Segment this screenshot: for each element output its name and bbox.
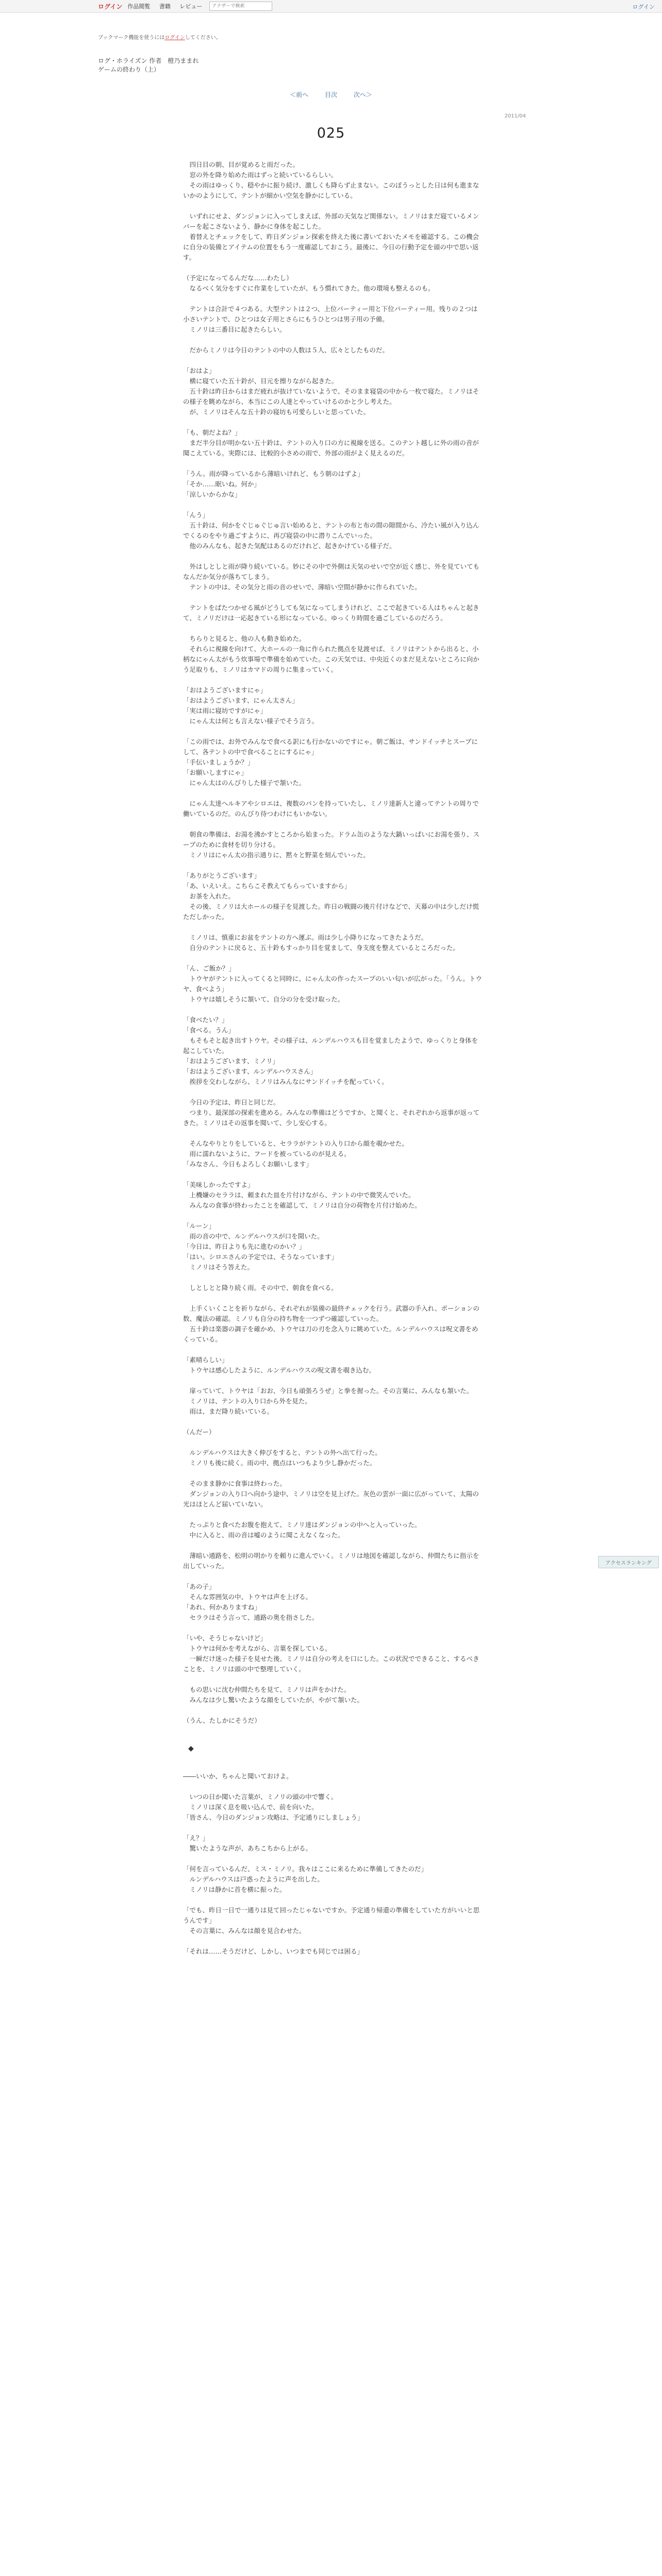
body-paragraph: 「ルーン」 雨の音の中で、ルンデルハウスが口を開いた。 「今日は、昨日よりも先に進むのかい？」 「はい。シロエさんの予定では、そうなっています」 ミノリはそう答えた。 bbox=[183, 1222, 338, 1271]
index-link[interactable]: 目次 bbox=[324, 91, 337, 98]
body-paragraph: そんなやりとりをしていると、セララがテントの入り口から顔を覗かせた。 雨に濡れないように、フードを被っているのが見える。 「みなさん、今日もよろしくお願いします」 bbox=[183, 1140, 408, 1168]
body-paragraph: （んだー） bbox=[183, 1428, 216, 1436]
top-bar bbox=[0, 0, 662, 13]
body-paragraph: 上手くいくことを祈りながら、それぞれが装備の最終チェックを行う。武器の手入れ、ポーションの数、魔法の確認。ミノリも自分の持ち物を一つずつ確認していった。 五十鈴は楽器の調子を確かめ、トウヤは刀の刃を念入りに眺めていた。ルンデルハウスは呪文書をめくっている。 bbox=[183, 1304, 479, 1343]
body-paragraph: 「ん、ご飯か？」 トウヤがテントに入ってくると同時に、にゃん太の作ったスープのいい匂いが広がった。「うん。トウヤ、食べよう」 トウヤは嬉しそうに頷いて、自分の分を受け取った。 bbox=[183, 964, 482, 1003]
body-paragraph: テントは合計で４つある。大型テントは２つ、上位パーティー用と下位パーティー用。残りの２つは小さいテントで、ひとつは女子用とさらにもうひとつは男子用の予備。 ミノリは三番目に起きたらしい。 bbox=[183, 305, 478, 333]
body-paragraph: ――いいか、ちゃんと聞いておけよ。 bbox=[183, 1772, 293, 1780]
body-paragraph: 「おはようございますにゃ」 「おはようございます、にゃん太さん」 「実は雨に寝坊ですがにゃ」 にゃん太は何とも言えない様子でそう言う。 bbox=[183, 686, 319, 725]
series-author[interactable]: ログ・ホライズン 作者 橙乃ままれ bbox=[98, 57, 199, 64]
body-paragraph: ちらりと見ると、他の人も動き始めた。 それらに視線を向けて、大ホールの一角に作られた拠点を見渡せば、ミノリはテントから出ると、小柄なにゃん太がもう炊事場で準備を始めていた。この天気では、中央近くのまだ見えないところに向かう足取りも、ミノリはカマドの周りに集まっていく。 bbox=[183, 635, 479, 673]
body-paragraph: 「食べたい？」 「食べる。うん」 もそもそと起き出すトウヤ。その様子は、ルンデルハウスも目を覚ましたようで、ゆっくりと身体を起こしていた。 「おはようございます、ミノリ」 「おはようございます、ルンデルハウスさん」 挨拶を交わしながら、ミノリはみんなにサンドイッチを配っていく。 bbox=[183, 1016, 478, 1086]
body-paragraph: （予定になってるんだな……わたし） なるべく気分をすぐに作業をしていたが、もう慣れてきた。他の環境も整えるのも。 bbox=[183, 274, 435, 292]
user-login-link[interactable]: ログイン bbox=[632, 4, 655, 10]
body-paragraph: 「あの子」 そんな雰囲気の中、トウヤは声を上げる。 「あれ、何かありますね」 セララはそう言って、通路の奥を指さした。 bbox=[183, 1583, 319, 1621]
section-separator: ◆ bbox=[188, 1744, 194, 1753]
chapter-body bbox=[183, 160, 482, 1967]
main-nav bbox=[127, 2, 209, 10]
series-info bbox=[98, 57, 198, 74]
body-paragraph: いずれにせよ、ダンジョンに入ってしまえば、外部の天気など関係ない。ミノリはまだ寝ているメンバーを起こさないよう、静かに身体を起こした。 着替えとチェックをして、昨日ダンジョン探索を終えた後に書いておいたメモを確認する。この機会に自分の装備とアイテムの位置をもう一度確認しておこう。最後に、今日の行動予定を頭の中で思い返す。 bbox=[183, 212, 479, 261]
body-paragraph: もの思いに沈む仲間たちを見て、ミノリは声をかけた。 みんなは少し驚いたような顔をしていたが、やがて頷いた。 bbox=[189, 1686, 364, 1704]
chapter-title: 025 bbox=[317, 125, 345, 141]
nav-reviews[interactable]: レビュー bbox=[179, 3, 203, 10]
body-paragraph: 「美味しかったですよ」 上機嫌のセララは、頼まれた皿を片付けながら、テントの中で微笑んでいた。 みんなの食事が終わったことを確認して、ミノリは自分の荷物を片付け始めた。 bbox=[183, 1181, 421, 1209]
body-paragraph: ミノリは、慎重にお盆をテントの方へ運ぶ。雨は少し小降りになってきたようだ。 自分のテントに戻ると、五十鈴もすっかり目を覚まして、身支度を整えているところだった。 bbox=[189, 934, 459, 952]
body-paragraph: ルンデルハウスは大きく伸びをすると、テントの外へ出て行った。 ミノリも後に続く。雨の中、拠点はいつもより少し静かだった。 bbox=[189, 1449, 382, 1467]
body-paragraph: いつの日か聞いた言葉が、ミノリの頭の中で響く。 ミノリは深く息を吸い込んで、前を向いた。 「皆さん、今日のダンジョン攻略は、予定通りにしましょう」 bbox=[183, 1793, 364, 1821]
body-paragraph: 「んう」 五十鈴は、何かをぐじゅぐじゅ言い始めると、テントの布と布の間の隙間から、冷たい風が入り込んでくるのをやり過ごすように、再び寝袋の中に潜りこんでいった。 他のみんなも、起きた気配はあるのだけれど、起きかけている様子だ。 bbox=[183, 511, 479, 550]
body-paragraph: 「え？」 驚いたような声が、あちこちから上がる。 bbox=[183, 1834, 312, 1852]
notice-login-link[interactable]: ログイン bbox=[164, 35, 185, 41]
body-paragraph: 「何を言っているんだ、ミス・ミノリ。我々はここに来るために準備してきたのだ」 ルンデルハウスは戸惑ったように声を出した。 ミノリは静かに首を横に振った。 bbox=[183, 1865, 427, 1893]
prev-link[interactable]: ＜前へ bbox=[290, 91, 309, 98]
body-paragraph: テントをばたつかせる風がどうしても気になってしまうけれど、ここで起きている人はちゃんと起きて、ミノリだけは一応起きている形になっている。ゆっくり時間を過ごしているのだろう。 bbox=[183, 604, 479, 622]
body-paragraph: そのまま静かに食事は終わった。 ダンジョンの入り口へ向かう途中、ミノリは空を見上げた。灰色の雲が一面に広がっていて、太陽の光はほとんど届いていない。 bbox=[183, 1480, 479, 1508]
login-logo[interactable]: ログイン bbox=[98, 3, 123, 10]
body-paragraph: 「でも、昨日一日で一通りは見て回ったじゃないですか。予定通り帰還の準備をしていた方がいいと思うんです」 その言葉に、みんなは顔を見合わせた。 bbox=[183, 1906, 480, 1935]
body-paragraph: （うん、たしかにそうだ） bbox=[183, 1717, 261, 1724]
body-paragraph: 朝食の準備は、お湯を沸かすところから始まった。ドラム缶のような大鍋いっぱいにお湯を張り、スープのために食材を切り分ける。 ミノリはにゃん太の指示通りに、黙々と野菜を刻んでいった。 bbox=[183, 831, 479, 859]
notice-before: ブックマーク機能を使うには bbox=[98, 35, 165, 41]
access-ranking-button[interactable]: アクセスランキング bbox=[598, 1556, 659, 1568]
nav-browse[interactable]: 作品閲覧 bbox=[127, 3, 151, 10]
body-paragraph: 「素晴らしい」 トウヤは感心したように、ルンデルハウスの呪文書を覗き込む。 bbox=[183, 1356, 375, 1374]
body-paragraph: 扉っていて、トウヤは「おお、今日も頑張ろうぜ」と拳を握った。その言葉に、みんなも頷いた。 ミノリは、テントの入り口から外を見た。 雨は、まだ降り続いている。 bbox=[189, 1387, 473, 1415]
body-paragraph: 薄暗い通路を、松明の明かりを頼りに進んでいく。ミノリは地図を確認しながら、仲間たちに指示を出していった。 bbox=[183, 1552, 479, 1570]
body-paragraph: 「ありがとうございます」 「あ、いえいえ。こちらこそ教えてもらっていますから」 お茶を入れた。 その後、ミノリは大ホールの様子を見渡した。昨日の戦闘の後片付けなどで、天幕の中は少しだけ慌ただしかった。 bbox=[183, 872, 479, 921]
body-paragraph: 今日の予定は、昨日と同じだ。 つまり、最深部の探索を進める。みんなの準備はどうですか、と聞くと、それぞれから返事が返ってきた。ミノリはその返事を聞いて、少し安心する。 bbox=[183, 1098, 480, 1127]
body-paragraph: だからミノリは今日のテントの中の人数は５人、広々としたものだ。 bbox=[183, 346, 389, 354]
pager-top bbox=[0, 90, 662, 99]
body-paragraph: しとしとと降り続く雨。その中で、朝食を食べる。 bbox=[183, 1284, 338, 1292]
post-date: 2011/04 bbox=[504, 113, 526, 119]
body-paragraph: 「うん。雨が降っているから薄暗いけれど、もう朝のはずよ」 「そか……眠いね。何か」 「涼しいからかな」 bbox=[183, 470, 364, 498]
next-link[interactable]: 次へ＞ bbox=[353, 91, 372, 98]
bookmark-notice bbox=[98, 33, 221, 41]
body-paragraph: 「も、朝だよね？」 まだ半分目が明かない五十鈴は、テントの入り口の方に視線を送る。このテント越しに外の雨の音が聞こえている。実際には、比較的小さめの雨で、外部の雨がよく見えるのだ。 bbox=[183, 429, 479, 457]
body-paragraph: 「いや、そうじゃないけど」 トウヤは何かを考えながら、言葉を探している。 一瞬だけ迷った様子を見せた後、ミノリは自分の考えを口にした。この状況でできること、するべきことを、ミノリは頭の中で整理していく。 bbox=[183, 1634, 479, 1673]
body-paragraph: たっぷりと食べたお腹を抱えて、ミノリ達はダンジョンの中へと入っていった。 中に入ると、雨の音は嘘のように聞こえなくなった。 bbox=[189, 1521, 421, 1539]
body-paragraph: 「それは……そうだけど、しかし、いつまでも同じでは困る」 bbox=[183, 1947, 364, 1955]
series-chapter[interactable]: ゲームの終わり（上） bbox=[98, 66, 160, 73]
body-paragraph: 外はしとしと雨が降り続いている。妙にその中で外側は天気のせいで空が近く感じ、外を見ていてもなんだか気分が落ちてしまう。 テントの中は、その気分と雨の音のせいで、薄暗い空間が静かに作られていた。 bbox=[183, 563, 480, 591]
body-paragraph: 四日目の朝、目が覚めると雨だった。 窓の外を降り始めた雨はずっと続いているらしい。 その雨はゆっくり、穏やかに振り続け、激しくも降らず止まない。このぼうっとした日は何も進まないかのようにして、テントが細かい空気を静かにしている。 bbox=[183, 161, 479, 199]
notice-after: してください。 bbox=[185, 35, 221, 41]
search-input[interactable] bbox=[209, 2, 272, 11]
body-paragraph: 「この雨では、お外でみんなで食べる訳にも行かないのですにゃ。朝ご飯は、サンドイッチとスープにして、各テントの中で食べることにするにゃ」 「手伝いましょうか？」 「お願いしますにゃ」 にゃん太はのんびりした様子で頷いた。 bbox=[183, 738, 478, 787]
nav-books[interactable]: 書籍 bbox=[159, 3, 171, 10]
body-paragraph: にゃん太達へルキアやシロエは、複数のパンを持っていたし、ミノリ達新人と違ってテントの周りで働いているのだ。のんびり待つわけにもいかない。 bbox=[183, 800, 479, 818]
body-paragraph: 「おはよ」 横に寝ていた五十鈴が、目元を擦りながら起きた。 五十鈴は昨日からはまだ疲れが抜けていないようで、そのまま寝袋の中から一枚で寝た。ミノリはその様子を眺めながら、本当にこの人達とやっていけるのかと少し考えた。 が、ミノリはそんな五十鈴の寝坊も可愛らしいと思っていた。 bbox=[183, 367, 479, 416]
